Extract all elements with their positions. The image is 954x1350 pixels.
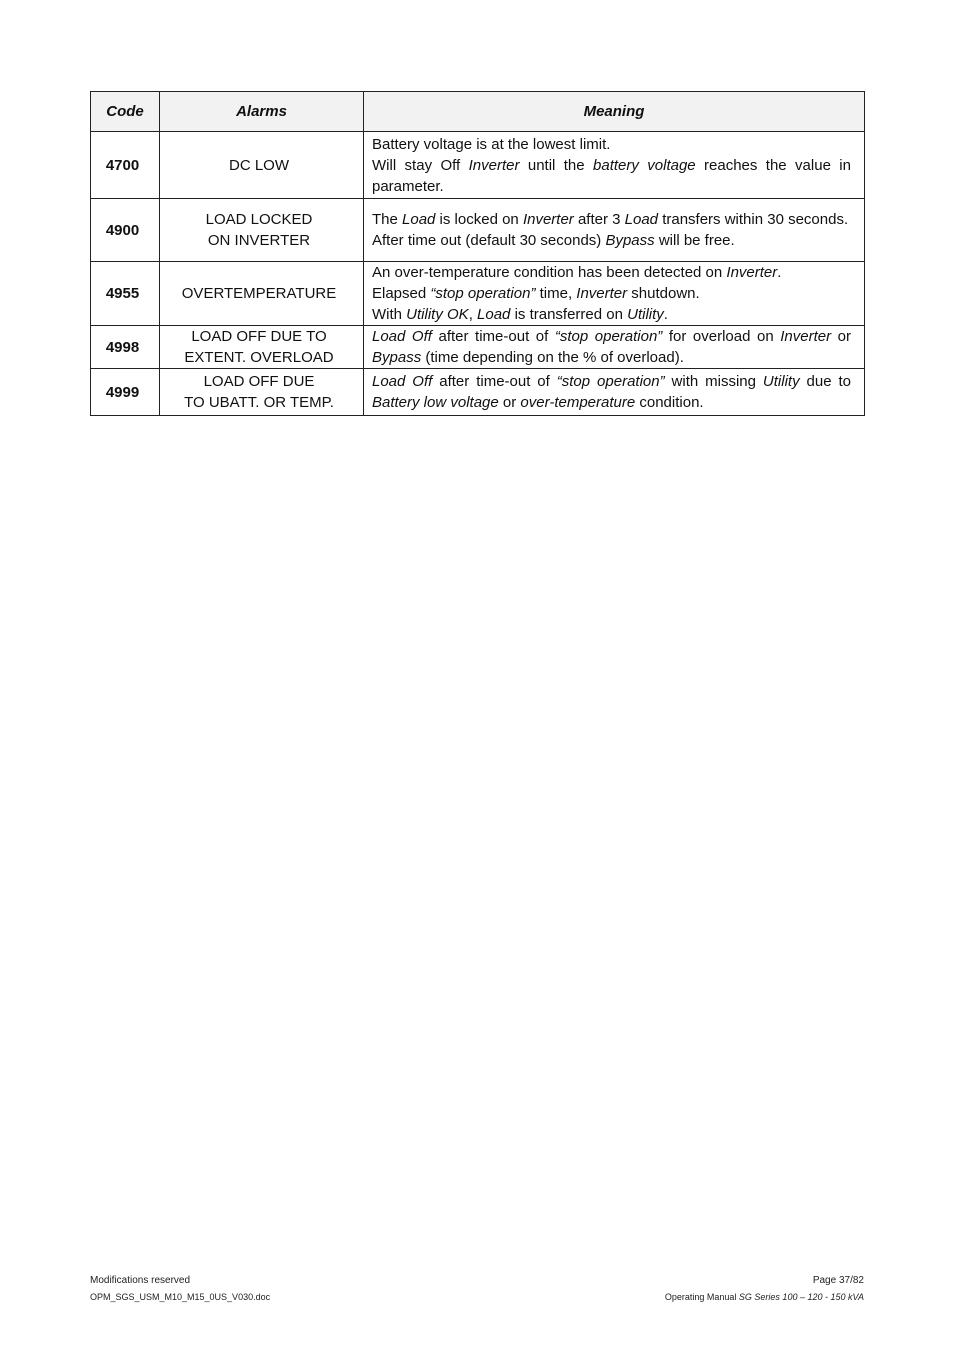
meaning-text: after time-out of (432, 373, 557, 390)
alarm-meaning (364, 326, 865, 369)
meaning-line (372, 262, 851, 283)
alarm-meaning (364, 132, 865, 199)
alarm-name: LOAD LOCKED ON INVERTER (160, 199, 364, 262)
meaning-line (372, 155, 851, 197)
meaning-term: Inverter (468, 156, 520, 174)
meaning-term: Load Off (372, 328, 432, 345)
meaning-term: Load Off (372, 373, 433, 390)
meaning-term: Load (477, 306, 511, 323)
meaning-text: transfers within 30 seconds. (658, 211, 849, 228)
meaning-text: or (831, 328, 851, 345)
meaning-text: . (777, 264, 782, 281)
meaning-text: After time out (default 30 seconds) (372, 232, 606, 249)
alarm-codes-table (90, 91, 865, 416)
alarm-meaning (364, 262, 865, 326)
meaning-text: Battery voltage is at the lowest limit. (372, 135, 611, 153)
meaning-line (372, 283, 851, 304)
alarm-name: LOAD OFF DUE TO EXTENT. OVERLOAD (160, 326, 364, 369)
meaning-term: Load (402, 211, 436, 228)
meaning-text: with missing (664, 373, 763, 390)
meaning-term: Utility (762, 373, 800, 390)
meaning-text: will be free. (654, 232, 735, 249)
meaning-text: Elapsed (372, 285, 431, 302)
alarm-name: LOAD OFF DUE TO UBATT. OR TEMP. (160, 369, 364, 416)
meaning-term: “stop operation” (554, 328, 663, 345)
alarm-code: 4900 (91, 199, 160, 262)
footer-manual-title (665, 1289, 864, 1305)
header-code: Code (91, 92, 160, 132)
meaning-line (372, 209, 851, 230)
meaning-text: is locked on (435, 211, 523, 228)
meaning-term: Inverter (726, 264, 778, 281)
meaning-text: or (498, 394, 521, 411)
meaning-term: battery voltage (593, 156, 696, 174)
alarm-code: 4700 (91, 132, 160, 199)
meaning-term: Load (624, 211, 659, 228)
meaning-term: “stop operation” (556, 373, 665, 390)
meaning-term: “stop operation” (430, 285, 536, 302)
meaning-text: reaches the value in parameter. (372, 156, 851, 195)
alarm-code: 4999 (91, 369, 160, 416)
meaning-text: after time-out of (431, 328, 555, 345)
footer-manual-series: SG Series 100 – 120 - 150 kVA (738, 1292, 864, 1302)
meaning-line (372, 230, 851, 251)
footer-page-number: Page 37/82 (812, 1275, 864, 1286)
footer-manual-prefix: Operating Manual (664, 1292, 739, 1302)
meaning-text: (time depending on the % of overload). (421, 349, 684, 366)
meaning-text: until the (519, 156, 594, 174)
alarm-name: DC LOW (160, 132, 364, 199)
meaning-line (372, 134, 851, 155)
table-header-row (91, 92, 865, 132)
footer-right (665, 1273, 864, 1305)
table-row (91, 199, 865, 262)
meaning-line (372, 304, 851, 325)
table-row (91, 132, 865, 199)
meaning-text: condition. (635, 394, 704, 411)
meaning-text: shutdown. (627, 285, 700, 302)
footer-doc-name: OPM_SGS_USM_M10_M15_0US_V030.doc (90, 1292, 271, 1302)
meaning-text: An over-temperature condition has been detected on (372, 264, 727, 281)
meaning-text: . (663, 306, 668, 323)
meaning-text: time, (535, 285, 577, 302)
alarm-code: 4955 (91, 262, 160, 326)
footer-modifications: Modifications reserved (90, 1275, 191, 1286)
meaning-text: is transferred on (510, 306, 628, 323)
meaning-text: With (372, 306, 407, 323)
meaning-line (372, 326, 851, 368)
table-row (91, 262, 865, 326)
meaning-line (372, 371, 851, 413)
meaning-term: Bypass (372, 349, 422, 366)
alarm-name: OVERTEMPERATURE (160, 262, 364, 326)
alarm-meaning (364, 369, 865, 416)
meaning-term: over-temperature (520, 394, 636, 411)
table-row (91, 326, 865, 369)
meaning-text: Will stay Off (372, 156, 469, 174)
footer-left (90, 1273, 270, 1305)
meaning-term: Battery low voltage (372, 394, 499, 411)
meaning-text: , (468, 306, 478, 323)
meaning-term: Utility OK (406, 306, 469, 323)
header-alarms: Alarms (160, 92, 364, 132)
meaning-text: for overload on (662, 328, 781, 345)
alarm-code: 4998 (91, 326, 160, 369)
table-row (91, 369, 865, 416)
header-meaning: Meaning (364, 92, 865, 132)
meaning-term: Inverter (576, 285, 628, 302)
meaning-text: The (372, 211, 403, 228)
meaning-term: Inverter (780, 328, 832, 345)
meaning-term: Utility (627, 306, 664, 323)
meaning-text: after 3 (573, 211, 625, 228)
meaning-term: Inverter (522, 211, 574, 228)
meaning-term: Bypass (605, 232, 655, 249)
table-body (91, 132, 865, 416)
meaning-text: due to (799, 373, 851, 390)
alarm-meaning (364, 199, 865, 262)
